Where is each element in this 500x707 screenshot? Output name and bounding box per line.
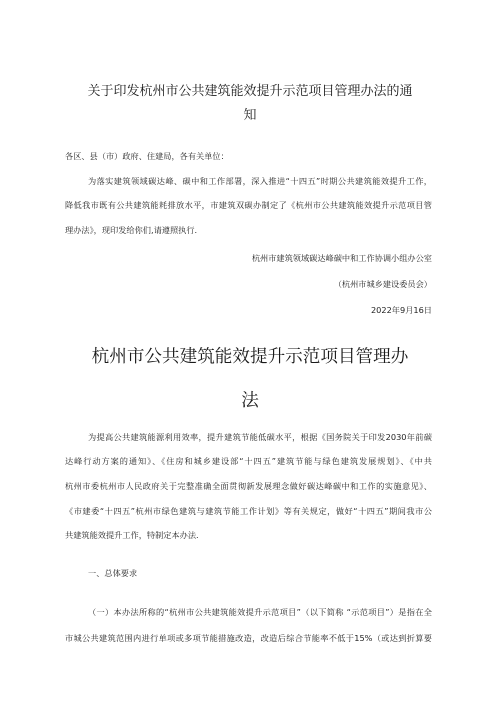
measures-title-line-1: 杭州市公共建筑能效提升示范项目管理办 (91, 347, 409, 367)
clause-1-line-2: 市城公共建筑范围内进行单项或多项节能措施改造，改造后综合节能率不低于15%（或达到折算要 (65, 633, 432, 643)
notice-signature-issuer: 杭州市建筑领域碳达峰碳中和工作协调小组办公室 (251, 253, 432, 263)
measures-preamble-line-3: 杭州市委杭州市人民政府关于完整准确全面贯彻新发展理念做好碳达峰碳中和工作的实施意见》、 (65, 481, 432, 491)
notice-signature-date: 2022年9月16日 (370, 305, 432, 315)
notice-signature-committee: （杭州市城乡建设委员会） (333, 279, 432, 289)
measures-title-line-2: 法 (241, 391, 259, 411)
measures-preamble-line-5: 共建筑能效提升工作，特制定本办法. (65, 530, 199, 540)
notice-title-line-2: 知 (243, 108, 257, 123)
notice-body-line-1: 为落实建筑领域碳达峰、碳中和工作部署，深入推进“十四五”时期公共建筑能效提升工作， (88, 176, 432, 186)
notice-body-line-2: 降低我市既有公共建筑能耗排放水平，市建筑双碳办制定了《杭州市公共建筑能效提升示范项目管 (65, 200, 432, 210)
notice-title-line-1: 关于印发杭州市公共建筑能效提升示范项目管理办法的通 (87, 84, 413, 99)
section-heading-general-requirements: 一、总体要求 (88, 568, 138, 578)
notice-body-line-3: 理办法》，现印发给你们,请遵照执行. (65, 225, 198, 235)
notice-salutation: 各区、县（市）政府、住建局，各有关单位： (65, 151, 229, 161)
measures-preamble-line-1: 为提高公共建筑能源利用效率，提升建筑节能低碳水平，根据《国务院关于印发2030年前碳 (88, 432, 432, 442)
measures-preamble-line-4: 《市建委“十四五”杭州市绿色建筑与建筑节能工作计划》等有关规定，做好“十四五”期间我市公 (65, 506, 432, 516)
measures-preamble-line-2: 达峰行动方案的通知》、《住房和城乡建设部“十四五”建筑节能与绿色建筑发展规划》、《中共 (65, 456, 432, 466)
clause-1-line-1: （一）本办法所称的“杭州市公共建筑能效提升示范项目”（以下简称 “示范项目”）是指在全 (88, 607, 432, 617)
